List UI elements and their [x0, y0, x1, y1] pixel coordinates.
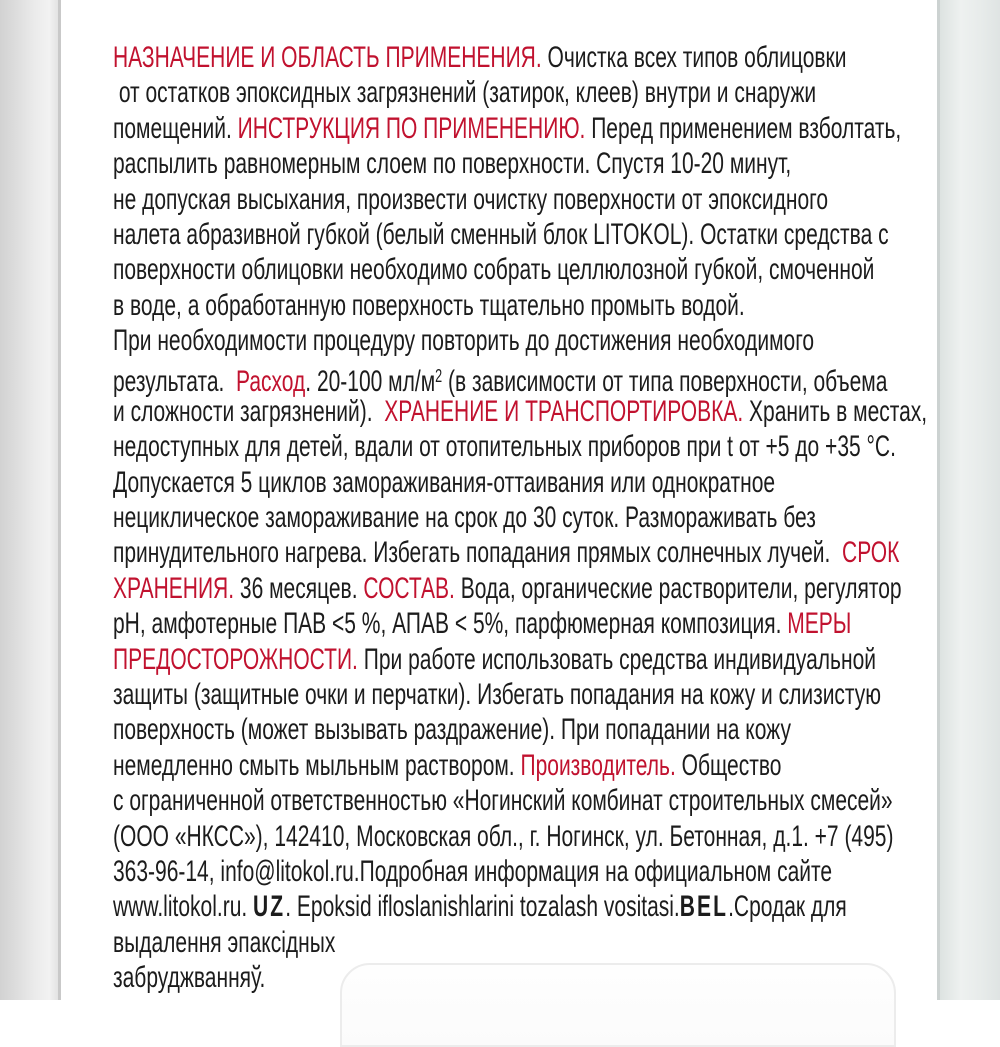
bottle-edge-left: [0, 0, 61, 1000]
text-segment: немедленно смыть мыльным раствором.: [113, 748, 521, 782]
heading-segment: ИНСТРУКЦИЯ ПО ПРИМЕНЕНИЮ.: [237, 111, 586, 145]
text-segment: (в зависимости от типа поверхности, объема: [442, 364, 888, 398]
heading-segment: СРОК: [842, 536, 900, 570]
text-line: [113, 429, 897, 464]
text-line: [113, 359, 897, 398]
text-line: [113, 182, 897, 217]
text-segment: UZ: [253, 890, 286, 924]
heading-segment: Производитель.: [520, 748, 676, 782]
text-line: [113, 889, 897, 924]
text-line: [113, 146, 897, 181]
text-segment: поверхности облицовки необходимо собрать целлюлозной губкой, смоченной: [113, 253, 875, 287]
label-text: [113, 40, 928, 996]
text-segment: забруджванняў.: [113, 961, 266, 995]
text-segment: и сложности загрязнений).: [113, 394, 385, 428]
text-line: [113, 783, 897, 818]
text-segment: не допуская высыхания, произвести очистку поверхности от эпоксидного: [113, 182, 829, 216]
text-segment: недоступных для детей, вдали от отопительных приборов при t от +5 до +35 °С.: [113, 430, 896, 464]
text-segment: в воде, а обработанную поверхность тщательно промыть водой.: [113, 288, 745, 322]
bottle-edge-right: [937, 0, 1000, 1000]
heading-segment: ХРАНЕНИЕ И ТРАНСПОРТИРОВКА.: [384, 394, 744, 428]
text-segment: нециклическое замораживание на срок до 30 суток. Размораживать без: [113, 501, 816, 535]
heading-segment: Расход: [236, 364, 306, 398]
text-segment: Вода, органические растворители, регулятор: [454, 571, 902, 605]
text-line: [113, 40, 897, 75]
heading-segment: НАЗНАЧЕНИЕ И ОБЛАСТЬ ПРИМЕНЕНИЯ.: [113, 41, 542, 74]
text-segment: Хранить в местах,: [743, 394, 928, 428]
text-segment: налета абразивной губкой (белый сменный блок LITOKOL). Остатки средства с: [113, 217, 889, 251]
text-segment: 2: [435, 365, 443, 386]
text-line: [113, 854, 897, 889]
text-segment: помещений.: [113, 111, 238, 145]
text-segment: .Сродак для: [728, 890, 847, 924]
text-segment: Допускается 5 циклов замораживания-оттаивания или однократное: [113, 465, 776, 499]
text-line: [113, 571, 902, 606]
heading-segment: ХРАНЕНИЯ.: [113, 571, 235, 605]
text-segment: поверхность (может вызывать раздражение). При попадании на кожу: [113, 713, 791, 747]
text-line: [113, 394, 928, 429]
text-segment: При работе использовать средства индивидуальной: [357, 642, 876, 676]
text-line: [113, 819, 897, 854]
text-segment: 363-96-14, info@litokol.ru.Подробная информация на официальном сайте: [113, 854, 833, 888]
text-line: [113, 748, 897, 783]
text-line: [113, 677, 897, 712]
text-segment: распылить равномерным слоем по поверхности. Спустя 10-20 минут,: [113, 147, 792, 181]
text-segment: BEL: [679, 890, 729, 924]
text-segment: от остатков эпоксидных загрязнений (затирок, клеев) внутри и снаружи: [113, 76, 817, 110]
text-line: [113, 500, 897, 535]
heading-segment: СОСТАВ.: [363, 571, 455, 605]
heading-segment: МЕРЫ: [787, 607, 852, 641]
text-line: [113, 606, 897, 641]
text-line: [113, 712, 897, 747]
text-segment: . 20-100 мл/м: [305, 364, 436, 398]
text-line: [113, 288, 897, 323]
text-line: [113, 252, 897, 287]
text-line: [113, 465, 897, 500]
text-segment: 36 месяцев.: [234, 571, 364, 605]
text-segment: Перед применением взболтать,: [585, 111, 902, 145]
text-line: [113, 217, 897, 252]
text-segment: Очистка всех типов облицовки: [541, 41, 847, 74]
text-line: [113, 111, 902, 146]
text-segment: результата.: [113, 364, 237, 398]
heading-segment: ПРЕДОСТОРОЖНОСТИ.: [113, 642, 358, 676]
text-segment: принудительного нагрева. Избегать попадания прямых солнечных лучей.: [113, 536, 843, 570]
text-segment: При необходимости процедуру повторить до достижения необходимого: [113, 324, 815, 358]
text-segment: с ограниченной ответственностью «Ногинский комбинат строительных смесей»: [113, 784, 893, 818]
text-line: [113, 535, 900, 570]
text-segment: www.litokol.ru.: [113, 890, 254, 924]
text-segment: . Epoksid ifloslanishlarini tozalash vositasi.: [285, 890, 680, 924]
text-segment: pH, амфотерные ПАВ <5 %, АПАВ < 5%, парфюмерная композиция.: [113, 607, 788, 641]
text-segment: Общество: [675, 748, 782, 782]
text-line: [113, 75, 897, 110]
text-segment: защиты (защитные очки и перчатки). Избегать попадания на кожу и слизистую: [113, 678, 882, 712]
text-line: [113, 642, 897, 677]
text-segment: выдалення эпаксідных: [113, 925, 336, 959]
text-line: [113, 323, 897, 358]
text-segment: (ООО «НКСС»), 142410, Московская обл., г. Ногинск, ул. Бетонная, д.1. +7 (495): [113, 819, 894, 853]
text-line: [113, 925, 897, 960]
bottom-inset-box: [340, 963, 896, 1047]
